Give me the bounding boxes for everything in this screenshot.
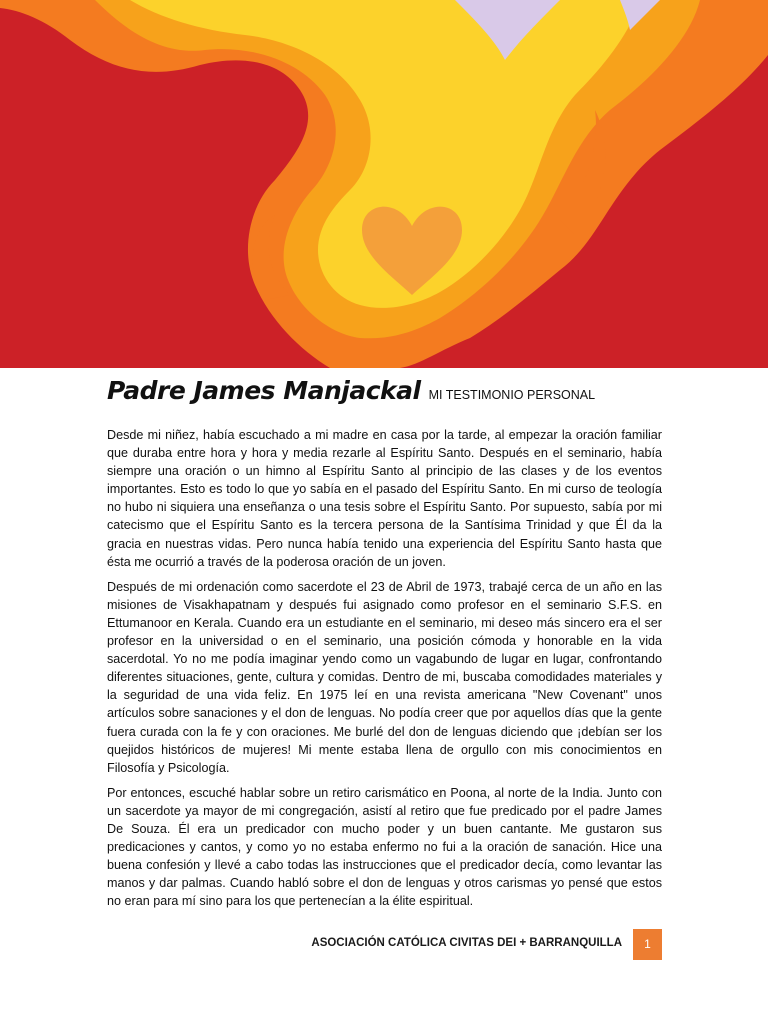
page-title: Padre James Manjackal [107, 376, 421, 405]
page-number-badge: 1 [633, 929, 662, 960]
footer-organization: ASOCIACIÓN CATÓLICA CIVITAS DEI + BARRANQUILLA [311, 937, 622, 949]
paragraph-1: Desde mi niñez, había escuchado a mi madre en casa por la tarde, al empezar la oración familiar que duraba entre hora y hora y media rezarle al Espíritu Santo. Después en el seminario, había siempre una oración o un himno al Espíritu Santo al principio de las clases y de los eventos importantes. Esto es todo lo que yo sabía en el pasado del Espíritu Santo. En mi curso de teología no hubo ni siquiera una enseñanza o una tesis sobre el Espíritu Santo. Por supuesto, sabía por mi catecismo que el Espíritu Santo es la tercera persona de la Santísima Trinidad y que Él da la gracia en nuestras vidas. Pero nunca había tenido una experiencia del Espíritu Santo hasta que ésta me ocurrió a través de la poderosa oración de un joven. [107, 428, 662, 569]
page-footer [300, 929, 662, 961]
paragraph-2: Después de mi ordenación como sacerdote el 23 de Abril de 1973, trabajé cerca de un año en las misiones de Visakhapatnam y después fui asignado como profesor en el seminario S.F.S. en Ettumanoor en Kerala. Cuando era un estudiante en el seminario, mi deseo más sincero era el ser profesor en la universidad o en el seminario, una posición cómoda y honorable en la vida sacerdotal. Yo no me podía imaginar yendo como un vagabundo de lugar en lugar, confrontando diferentes situaciones, gente, cultura y comidas. Dentro de mi, buscaba comodidades materiales y la seguridad de una vida feliz. En 1975 leí en una revista americana "New Covenant" unos artículos sobre sanaciones y el don de lenguas. No podía creer que por aquellos días que la gente fuera curada con la fe y con oraciones. Me burlé del don de lenguas diciendo que ¡debían ser los quejidos históricos de mujeres! Mi mente estaba llena de orgullo con mis conocimientos en Filosofía y Psicología. [107, 579, 662, 775]
page-subtitle: MI TESTIMONIO PERSONAL [428, 388, 596, 402]
title-row [107, 376, 667, 416]
paragraph-3: Por entonces, escuché hablar sobre un retiro carismático en Poona, al norte de la India. Junto con un sacerdote ya mayor de mi congregación, asistí al retiro que fue predicado por el padre James De Souza. Él era un predicador con mucho poder y un buen cantante. Me gustaron sus predicaciones y cantos, y como yo no estaba enfermo no fui a la oración de sanación. Hice una buena confesión y llevé a cabo todas las instrucciones que el predicador decía, como levantar las manos y dar palmas. Cuando habló sobre el don de lenguas y otros carismas yo pensé que estos no eran para mí sino para los que pertenecían a la élite espiritual. [107, 785, 662, 909]
flame-banner-illustration [0, 0, 768, 368]
article-body [107, 426, 662, 917]
